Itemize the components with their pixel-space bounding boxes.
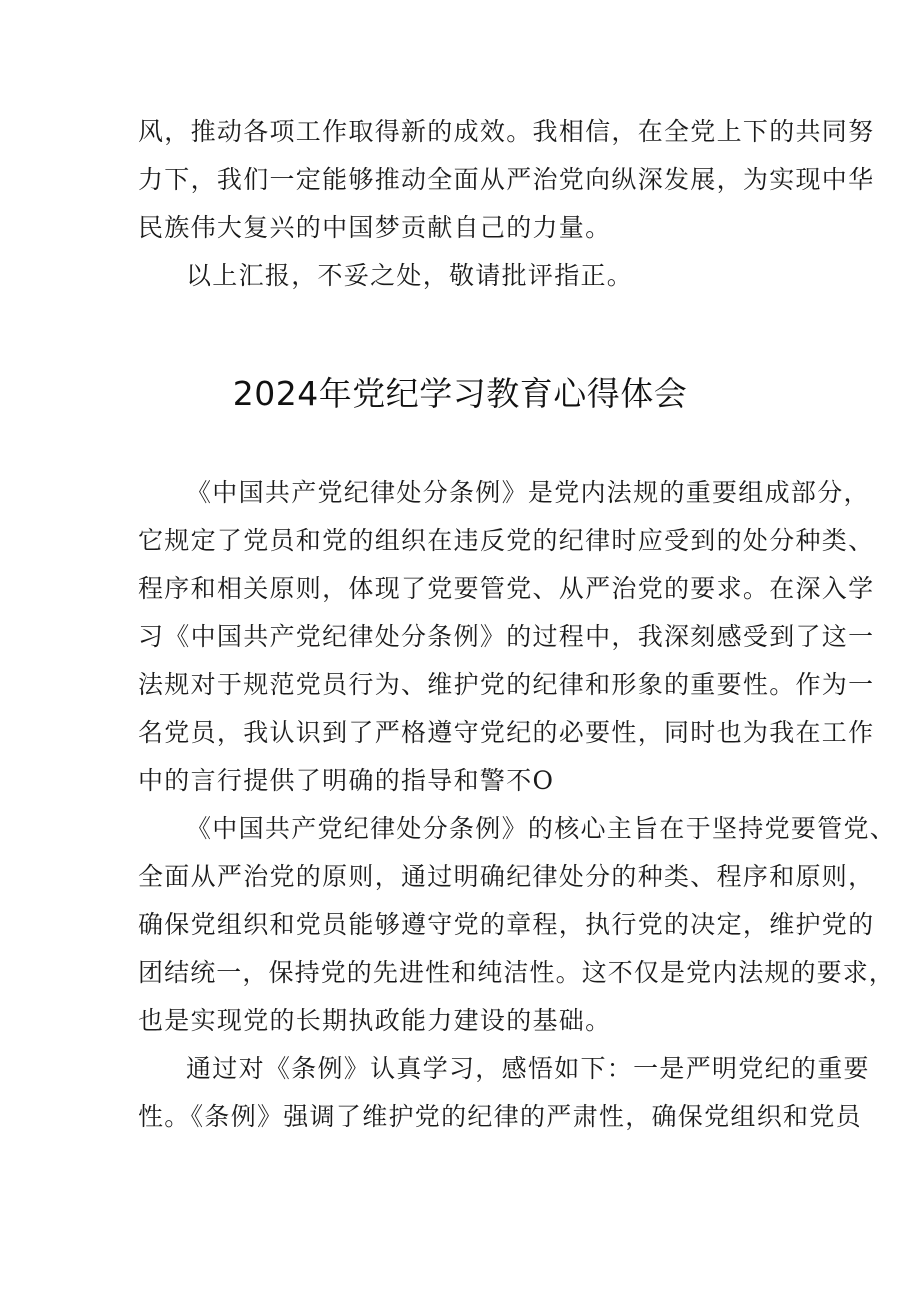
body-line-14: 性。《条例》强调了维护党的纪律的严肃性，确保党组织和党员	[138, 1102, 862, 1131]
body-line-7: 中的言行提供了明确的指导和警不O	[138, 766, 555, 795]
body-line-11: 团结统一，保持党的先进性和纯洁性。这不仅是党内法规的要求，	[138, 958, 895, 987]
document-title: 2024年党纪学习教育心得体会	[232, 374, 688, 413]
body-line-13: 通过对《条例》认真学习，感悟如下：一是严明党纪的重要	[186, 1054, 870, 1083]
body-line-2: 它规定了党员和党的组织在违反党的纪律时应受到的处分种类、	[138, 526, 875, 555]
top-line-4-closing: 以上汇报，不妥之处，敬请批评指正。	[186, 261, 634, 290]
body-line-4: 习《中国共产党纪律处分条例》的过程中，我深刻感受到了这一	[138, 622, 875, 651]
body-line-5: 法规对于规范党员行为、维护党的纪律和形象的重要性。作为一	[138, 670, 875, 699]
body-line-3: 程序和相关原则，体现了党要管党、从严治党的要求。在深入学	[138, 574, 875, 603]
body-line-12: 也是实现党的长期执政能力建设的基础。	[138, 1006, 612, 1035]
body-line-1: 《中国共产党纪律处分条例》是党内法规的重要组成部分，	[186, 478, 870, 507]
body-line-6: 名党员，我认识到了严格遵守党纪的必要性，同时也为我在工作	[138, 718, 875, 747]
top-line-2: 力下，我们一定能够推动全面从严治党向纵深发展，为实现中华	[138, 165, 875, 194]
top-line-1: 风，推动各项工作取得新的成效。我相信，在全党上下的共同努	[138, 117, 875, 146]
body-line-8: 《中国共产党纪律处分条例》的核心主旨在于坚持党要管党、	[186, 814, 897, 843]
body-line-10: 确保党组织和党员能够遵守党的章程，执行党的决定，维护党的	[138, 910, 875, 939]
top-line-3: 民族伟大复兴的中国梦贡献自己的力量。	[138, 213, 612, 242]
body-line-9: 全面从严治党的原则，通过明确纪律处分的种类、程序和原则，	[138, 862, 875, 891]
